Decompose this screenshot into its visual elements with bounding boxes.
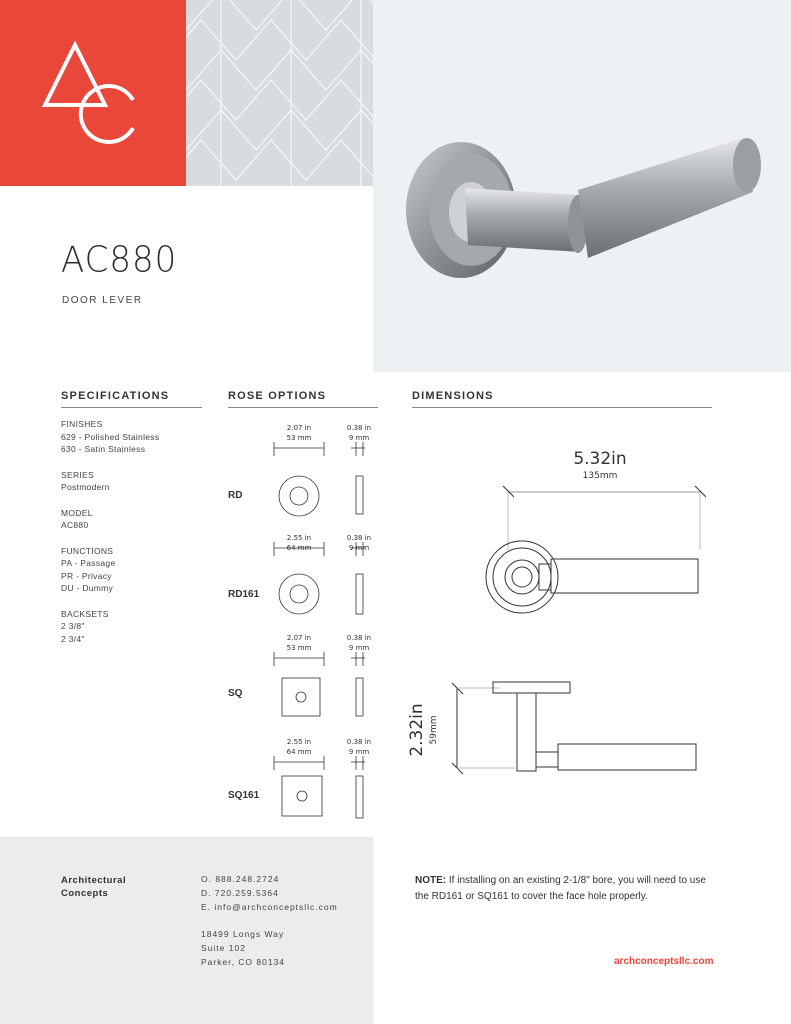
rd-width-mm: 53 mm xyxy=(286,434,312,442)
office-phone[interactable]: O. 888.248.2724 xyxy=(201,874,280,884)
backset-item: 2 3/4" xyxy=(61,633,85,644)
function-item: PR - Privacy xyxy=(61,570,112,581)
triangle-pattern-icon xyxy=(186,0,373,186)
company-name xyxy=(61,874,126,900)
specifications-heading: SPECIFICATIONS xyxy=(61,390,202,408)
sq-width-in: 2.07 in xyxy=(286,634,312,642)
address-line: 18499 Longs Way xyxy=(201,929,285,939)
rd161-thick-mm: 9 mm xyxy=(348,544,370,552)
rose-drawings xyxy=(260,418,390,828)
rose-label-sq: SQ xyxy=(228,688,243,699)
length-mm: 135mm xyxy=(582,471,618,481)
footer-panel xyxy=(0,837,373,1024)
company-name-line: Concepts xyxy=(61,888,109,899)
note-text: If installing on an existing 2-1/8" bore, you will need to use the RD161 or SQ161 to cover the face hole properly. xyxy=(415,875,706,902)
rose-label-rd: RD xyxy=(228,490,243,501)
sq161-thick-in: 0.38 in xyxy=(346,738,372,746)
rd-thick-mm: 9 mm xyxy=(348,434,370,442)
sq161-width-mm: 64 mm xyxy=(286,748,312,756)
direct-phone[interactable]: D. 720.259.5364 xyxy=(201,888,279,898)
contact-info xyxy=(201,872,338,914)
backsets-label: BACKSETS xyxy=(61,608,109,619)
dimensions-heading: DIMENSIONS xyxy=(412,390,712,408)
rd161-width-mm: 64 mm xyxy=(286,544,312,552)
product-photo xyxy=(373,0,791,372)
geometric-pattern xyxy=(186,0,373,186)
rose-options-heading: ROSE OPTIONS xyxy=(228,390,378,408)
rose-label-sq161: SQ161 xyxy=(228,790,260,801)
installation-note xyxy=(415,873,715,905)
model-value: AC880 xyxy=(61,520,89,530)
product-type: DOOR LEVER xyxy=(62,295,143,306)
function-item: DU - Dummy xyxy=(61,583,114,593)
rd-thick-in: 0.38 in xyxy=(346,424,372,432)
address xyxy=(201,927,285,969)
company-name-line: Architectural xyxy=(61,875,127,886)
door-lever-image xyxy=(373,0,791,372)
sq-thick-in: 0.38 in xyxy=(346,634,372,642)
page-title: AC880 xyxy=(61,239,178,281)
dimensions-drawing xyxy=(400,430,720,800)
finish-item: 629 - Polished Stainless xyxy=(61,431,160,442)
address-line: Parker, CO 80134 xyxy=(201,957,286,967)
sq161-width-in: 2.55 in xyxy=(286,738,312,746)
email-link[interactable]: E. info@archconceptsllc.com xyxy=(201,902,338,912)
series-value: Postmodern xyxy=(61,482,110,492)
length-inches: 5.32in xyxy=(573,449,627,469)
height-inches: 2.32in xyxy=(407,703,427,757)
specifications-list xyxy=(61,418,159,658)
sq-thick-mm: 9 mm xyxy=(348,644,370,652)
logo-block xyxy=(0,0,186,186)
height-mm: 59mm xyxy=(429,715,439,745)
backset-item: 2 3/8" xyxy=(61,621,85,631)
finish-item: 630 - Satin Stainless xyxy=(61,444,146,454)
rd161-width-in: 2.55 in xyxy=(286,534,312,542)
finishes-label: FINISHES xyxy=(61,419,103,429)
website-link[interactable]: archconceptsllc.com xyxy=(614,956,714,967)
note-label: NOTE: xyxy=(415,875,447,886)
rose-label-rd161: RD161 xyxy=(228,589,260,600)
address-line: Suite 102 xyxy=(201,943,246,953)
model-label: MODEL xyxy=(61,507,93,518)
rd-width-in: 2.07 in xyxy=(286,424,312,432)
rd161-thick-in: 0.38 in xyxy=(346,534,372,542)
functions-label: FUNCTIONS xyxy=(61,545,114,556)
function-item: PA - Passage xyxy=(61,558,116,568)
ac-logo-icon xyxy=(0,0,186,186)
sq-width-mm: 53 mm xyxy=(286,644,312,652)
sq161-thick-mm: 9 mm xyxy=(348,748,370,756)
series-label: SERIES xyxy=(61,469,94,480)
